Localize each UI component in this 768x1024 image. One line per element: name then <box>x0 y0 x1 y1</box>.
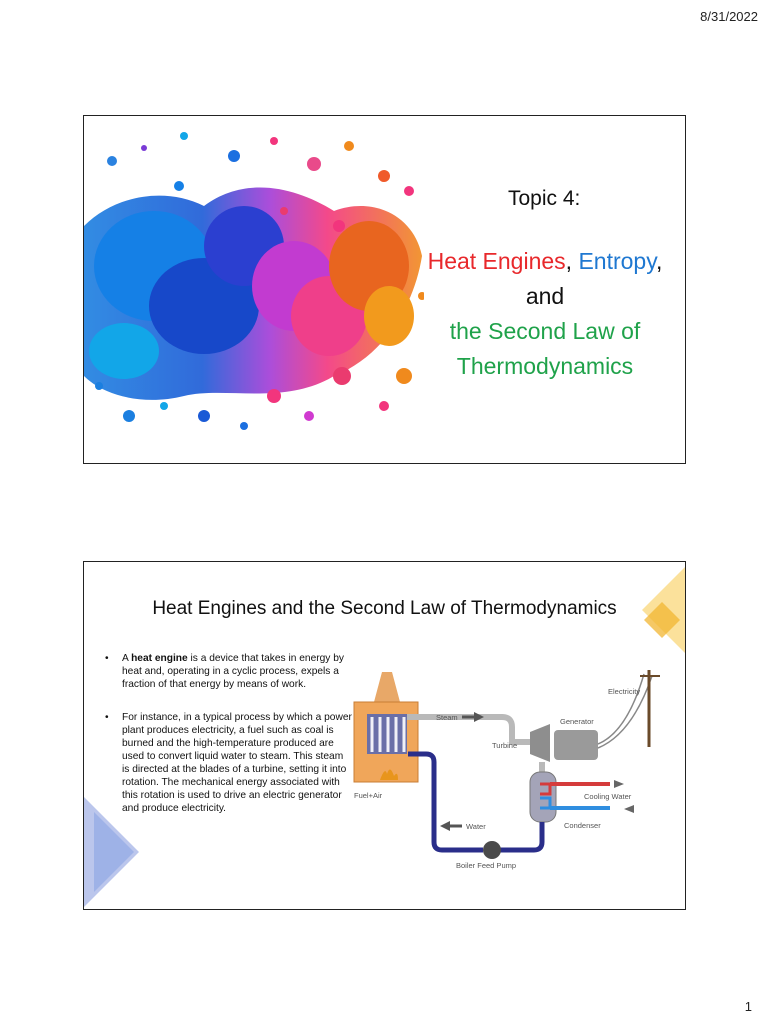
label-electricity: Electricity <box>608 687 641 696</box>
bullet-heat-engine: • A heat engine is a device that takes in energy by heat and, operating in a cyclic process, expels a fraction of that energy by means of work. <box>105 653 344 690</box>
title-entropy: Entropy <box>578 248 657 274</box>
title-and: and <box>525 283 565 309</box>
bullet-text: For instance, in a typical process by which a power plant produces electricity, a fuel such as coal is burned and the high-temperature produced are used to convert liquid water to steam. This steam is directed at the blades of a turbine, setting it into rotation. The mechanical energy associated with this rotation is used to drive an electric generator and produce electricity. <box>122 712 352 814</box>
bullet-bold-term: heat engine <box>131 653 188 664</box>
bullet-text: is a device that takes in energy by heat and, operating in a cyclic process, expels a fraction of that energy by means of work. <box>122 653 344 690</box>
label-condenser: Condenser <box>564 821 601 830</box>
title-thermodynamics: Thermodynamics <box>456 353 634 379</box>
slide-2 <box>83 561 686 910</box>
print-date: 8/31/2022 <box>700 9 758 24</box>
label-generator: Generator <box>560 717 594 726</box>
bullet-text: A <box>122 653 132 664</box>
bullet-power-plant: • For instance, in a typical process by which a power plant produces electricity, a fuel such as coal is burned and the high-temperature produced are used to convert liquid water to steam. This steam is directed at the blades of a turbine, setting it into rotation. The mechanical energy associated with this rotation is used to drive an electric generator and produce electricity. <box>105 712 352 814</box>
label-cooling-water: Cooling Water <box>584 792 632 801</box>
label-fuel-air: Fuel+Air <box>354 791 383 800</box>
topic-label: Topic 4: <box>508 187 581 210</box>
boiler-feed-pump <box>483 841 501 859</box>
title-second-law: the Second Law of <box>449 318 641 344</box>
label-steam: Steam <box>436 713 458 722</box>
label-water: Water <box>466 822 486 831</box>
slide-1 <box>83 115 686 464</box>
title-line-1 <box>410 244 680 279</box>
label-boiler-feed-pump: Boiler Feed Pump <box>456 861 517 870</box>
label-turbine: Turbine <box>492 741 518 750</box>
paint-splash-image <box>84 116 424 463</box>
bullet-list <box>102 652 352 835</box>
slide-title <box>410 244 680 384</box>
title-comma: , <box>565 248 573 274</box>
slide-2-title: Heat Engines and the Second Law of Thermodynamics <box>152 598 617 619</box>
title-comma: , <box>656 248 663 274</box>
generator <box>554 730 598 760</box>
title-heat-engines: Heat Engines <box>427 248 566 274</box>
page-number: 1 <box>744 999 752 1014</box>
power-plant-diagram <box>352 662 682 872</box>
